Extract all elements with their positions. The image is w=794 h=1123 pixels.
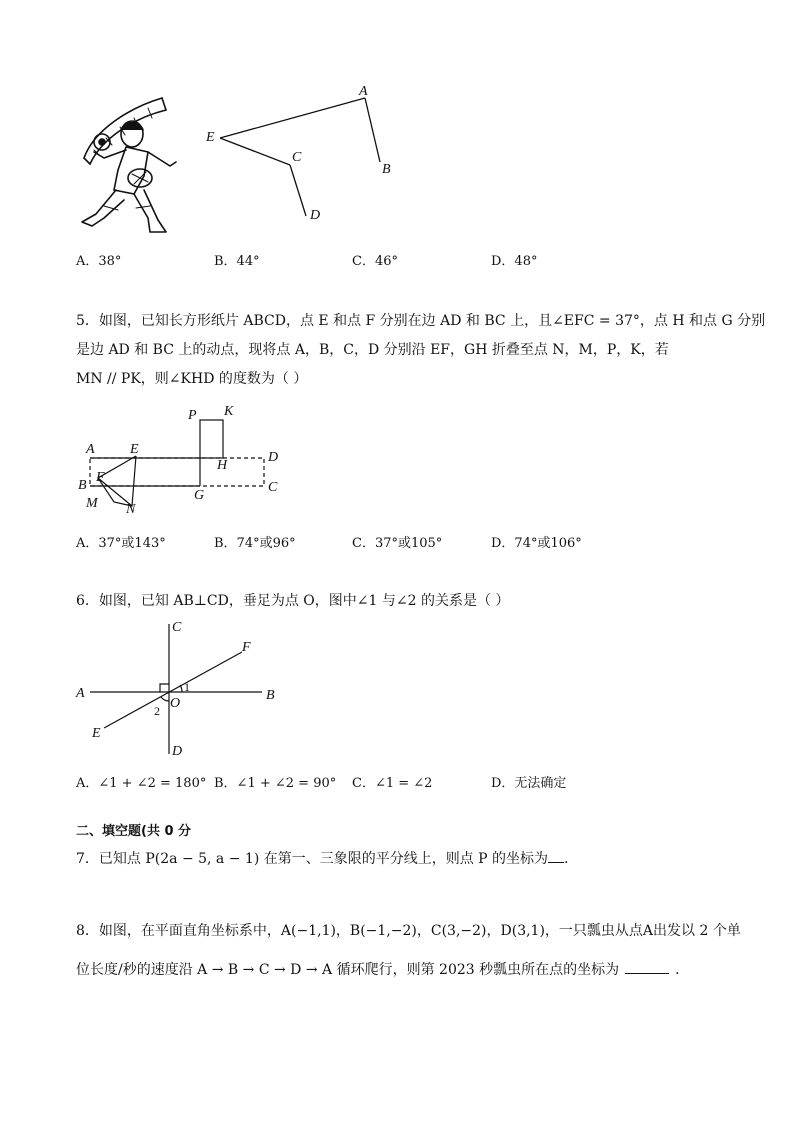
q6-stem: 6．如图，已知 AB⊥CD，垂足为点 O，图中∠1 与∠2 的关系是（ ）: [76, 593, 510, 609]
q5-rectangle-diagram: [80, 402, 290, 514]
q5-option-c: C．37°或105°: [352, 536, 443, 551]
q4-figure: [70, 82, 410, 242]
q5-stem-line2: 是边 AD 和 BC 上的动点，现将点 A，B，C，D 分别沿 EF，GH 折叠至点 N，M，P，K，若: [76, 342, 669, 358]
q8-stem-line1: 8．如图，在平面直角坐标系中，A(−1,1)，B(−1,−2)，C(3,−2)，D(3,1)，一只瓢虫从点A出发以 2 个单: [76, 923, 741, 939]
q7-answer-blank[interactable]: [548, 850, 564, 863]
q6-label-F: F: [242, 640, 251, 655]
q5-label-K: K: [224, 404, 234, 419]
q4-option-a: A．38°: [76, 254, 122, 269]
q7-stem-before: 7．已知点 P(2a − 5, a − 1) 在第一、三象限的平分线上，则点 P 的坐标为: [76, 851, 549, 867]
q6-figure: [76, 618, 286, 760]
q5-label-C: C: [268, 480, 278, 495]
q4-label-C: C: [292, 150, 302, 165]
angle-1-arc: [180, 685, 182, 692]
q5-stem-line3: MN // PK，则∠KHD 的度数为（ ）: [76, 371, 308, 387]
q6-label-O: O: [170, 696, 181, 711]
angle-2-arc: [161, 697, 169, 701]
q7-stem: [76, 850, 578, 866]
segment-EA: [220, 98, 365, 138]
q6-label-E: E: [92, 726, 101, 741]
q5-label-G: G: [194, 488, 205, 503]
q6-label-D: D: [172, 744, 183, 759]
q6-perpendicular-diagram: [76, 618, 286, 760]
segment-AB: [365, 98, 380, 162]
q5-label-P: P: [188, 408, 197, 423]
q4-label-B: B: [382, 162, 391, 177]
line-EF: [104, 652, 242, 728]
q5-label-F: F: [96, 470, 105, 485]
q5-option-a: A．37°或143°: [76, 536, 166, 551]
q5-label-N: N: [126, 502, 136, 517]
q6-label-2: 2: [154, 704, 160, 718]
q5-option-d: D．74°或106°: [491, 536, 582, 551]
folded-rectangle-pk: [200, 420, 223, 458]
q4-option-b: B．44°: [214, 254, 260, 269]
dashed-rectangle-abcd: [90, 458, 264, 486]
q8-stem-line2-before: 位长度/秒的速度沿 A → B → C → D → A 循环爬行，则第 2023 秒瓢虫所在点的坐标为: [76, 962, 620, 978]
q8-stem-line2: [76, 961, 689, 977]
right-angle-mark: [160, 684, 169, 692]
q6-option-a: A．∠1 + ∠2 = 180°: [76, 776, 207, 791]
segment-EC: [220, 138, 290, 165]
q4-option-d: D．48°: [491, 254, 538, 269]
q5-option-b: B．74°或96°: [214, 536, 296, 551]
q8-stem-line2-after: ．: [675, 962, 690, 978]
q5-figure: [78, 402, 290, 517]
section-fill-in-title: 二、填空题(共 0 分: [76, 824, 192, 839]
q6-label-A: A: [76, 686, 85, 701]
q8-answer-blank[interactable]: [625, 961, 669, 974]
q5-stem-line1: 5．如图，已知长方形纸片 ABCD，点 E 和点 F 分别在边 AD 和 BC 上，且∠EFC = 37°，点 H 和点 G 分别: [76, 313, 766, 329]
q4-label-E: E: [206, 130, 215, 145]
q6-option-c: C．∠1 = ∠2: [352, 776, 433, 791]
q6-label-B: B: [266, 688, 275, 703]
q5-label-A: A: [86, 442, 95, 457]
q6-label-1: 1: [184, 680, 190, 694]
q4-label-D: D: [310, 208, 321, 223]
q4-option-c: C．46°: [352, 254, 398, 269]
dancer-illustration: [74, 90, 184, 240]
q5-label-D: D: [268, 450, 279, 465]
segment-CD: [290, 165, 306, 216]
q6-option-d: D．无法确定: [491, 776, 567, 791]
q5-label-H: H: [217, 458, 228, 473]
q5-label-M: M: [86, 496, 98, 511]
q5-label-B: B: [78, 478, 87, 493]
q7-stem-after: ．: [564, 851, 579, 867]
q6-label-C: C: [172, 620, 182, 635]
q5-label-E: E: [130, 442, 139, 457]
q4-label-A: A: [359, 84, 368, 99]
q6-option-b: B．∠1 + ∠2 = 90°: [214, 776, 337, 791]
